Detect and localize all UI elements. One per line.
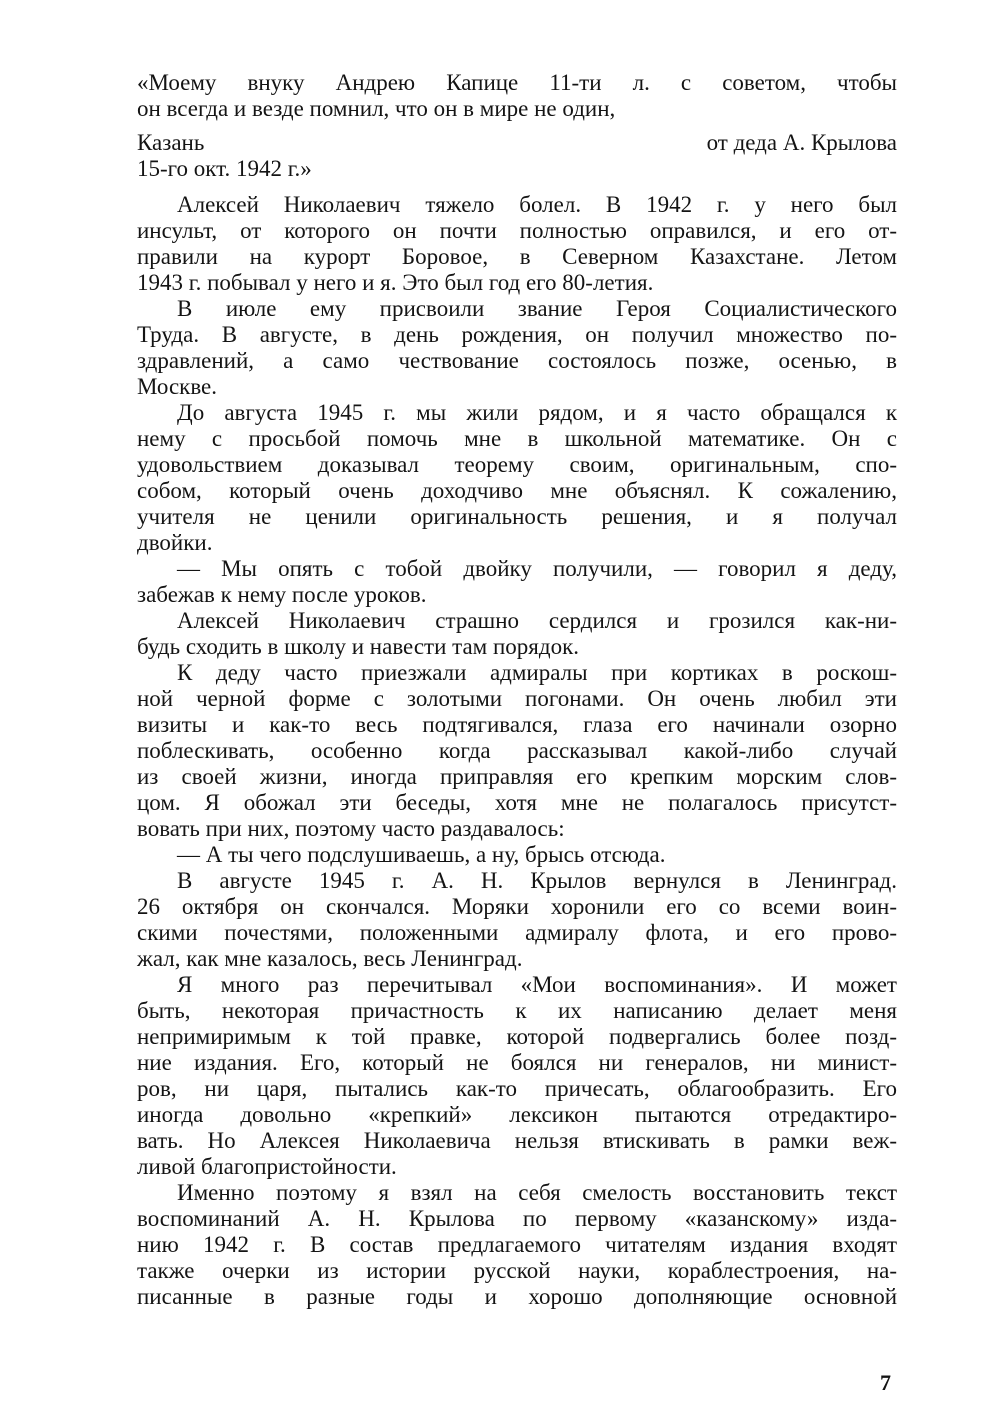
paragraph xyxy=(137,842,897,868)
dedication-date: 15-го окт. 1942 г.» xyxy=(137,156,312,181)
paragraph xyxy=(137,296,897,400)
text-line: инсульт, от которого он почти полностью оправился, и его от- xyxy=(137,218,897,243)
paragraph xyxy=(137,556,897,608)
text-line: правили на курорт Боровое, в Северном Казахстане. Летом xyxy=(137,244,897,269)
text-line: вовать при них, поэтому часто раздавалось: xyxy=(137,816,565,841)
text-line: быть, некоторая причастность к их написанию делает меня xyxy=(137,998,897,1023)
paragraph xyxy=(137,192,897,296)
text-line: К деду часто приезжали адмиралы при кортиках в роскош- xyxy=(177,660,897,685)
paragraph xyxy=(137,868,897,972)
text-line: нию 1942 г. В состав предлагаемого читателям издания входят xyxy=(137,1232,897,1257)
dedication xyxy=(137,70,897,182)
text-line: скими почестями, положенными адмиралу флота, и его прово- xyxy=(137,920,897,945)
paragraph xyxy=(137,400,897,556)
article-text xyxy=(137,192,897,1310)
text-line: визиты и как-то весь подтягивался, глаза его начинали озорно xyxy=(137,712,897,737)
page-number: 7 xyxy=(880,1370,891,1395)
paragraph xyxy=(137,608,897,660)
text-line: также очерки из истории русской науки, кораблестроения, на- xyxy=(137,1258,897,1283)
text-line: До августа 1945 г. мы жили рядом, и я часто обращался к xyxy=(177,400,897,425)
text-line: будь сходить в школу и навести там порядок. xyxy=(137,634,579,659)
text-line: вать. Но Алексея Николаевича нельзя втискивать в рамки веж- xyxy=(137,1128,897,1153)
text-line: воспоминаний А. Н. Крылова по первому «казанскому» изда- xyxy=(137,1206,897,1231)
text-line: ной черной форме с золотыми погонами. Он очень любил эти xyxy=(137,686,897,711)
text-line: — А ты чего подслушиваешь, а ну, брысь отсюда. xyxy=(177,842,666,867)
text-line: иногда довольно «крепкий» лексикон пытаются отредактиро- xyxy=(137,1102,897,1127)
text-line: жал, как мне казалось, весь Ленинград. xyxy=(137,946,523,971)
paragraph xyxy=(137,1180,897,1310)
text-line: поблескивать, особенно когда рассказывал какой-либо случай xyxy=(137,738,897,763)
text-line: учителя не ценили оригинальность решения, и я получал xyxy=(137,504,897,529)
text-line: Алексей Николаевич тяжело болел. В 1942 г. у него был xyxy=(177,192,897,217)
text-line: Алексей Николаевич страшно сердился и грозился как-ни- xyxy=(177,608,897,633)
text-line: здравлений, а само чествование состоялось позже, осенью, в xyxy=(137,348,897,373)
text-line: из своей жизни, иногда приправляя его крепким морским слов- xyxy=(137,764,897,789)
text-line: собом, который очень доходчиво мне объяснял. К сожалению, xyxy=(137,478,897,503)
dedication-place: Казань xyxy=(137,130,205,155)
page-body xyxy=(137,70,897,1310)
text-line: 1943 г. побывал у него и я. Это был год его 80-летия. xyxy=(137,270,654,295)
text-line: двойки. xyxy=(137,530,213,555)
dedication-signature-row xyxy=(137,130,897,156)
text-line: 26 октября он скончался. Моряки хоронили его со всеми воин- xyxy=(137,894,897,919)
text-line: В июле ему присвоили звание Героя Социалистического xyxy=(177,296,897,321)
text-line: ливой благопристойности. xyxy=(137,1154,397,1179)
paragraph xyxy=(137,972,897,1180)
text-line: Именно поэтому я взял на себя смелость восстановить текст xyxy=(177,1180,897,1205)
dedication-line: «Моему внуку Андрею Капице 11-ти л. с советом, чтобы xyxy=(137,70,897,95)
text-line: Труда. В августе, в день рождения, он получил множество по- xyxy=(137,322,897,347)
text-line: ров, ни царя, пытались как-то причесать, облагообразить. Его xyxy=(137,1076,897,1101)
text-line: — Мы опять с тобой двойку получили, — говорил я деду, xyxy=(177,556,897,581)
text-line: Москве. xyxy=(137,374,218,399)
dedication-signature: от деда А. Крылова xyxy=(706,130,897,155)
paragraph xyxy=(137,660,897,842)
text-line: непримиримым к той правке, которой подвергались более позд- xyxy=(137,1024,897,1049)
text-line: ние издания. Его, который не боялся ни генералов, ни минист- xyxy=(137,1050,897,1075)
text-line: В августе 1945 г. А. Н. Крылов вернулся в Ленинград. xyxy=(177,868,897,893)
text-line: писанные в разные годы и хорошо дополняющие основной xyxy=(137,1284,897,1309)
text-line: нему с просьбой помочь мне в школьной математике. Он с xyxy=(137,426,897,451)
text-line: удовольствием доказывал теорему своим, оригинальным, спо- xyxy=(137,452,897,477)
dedication-line: он всегда и везде помнил, что он в мире не один, xyxy=(137,96,616,121)
text-line: цом. Я обожал эти беседы, хотя мне не полагалось присутст- xyxy=(137,790,897,815)
text-line: забежав к нему после уроков. xyxy=(137,582,427,607)
text-line: Я много раз перечитывал «Мои воспоминания». И может xyxy=(177,972,897,997)
